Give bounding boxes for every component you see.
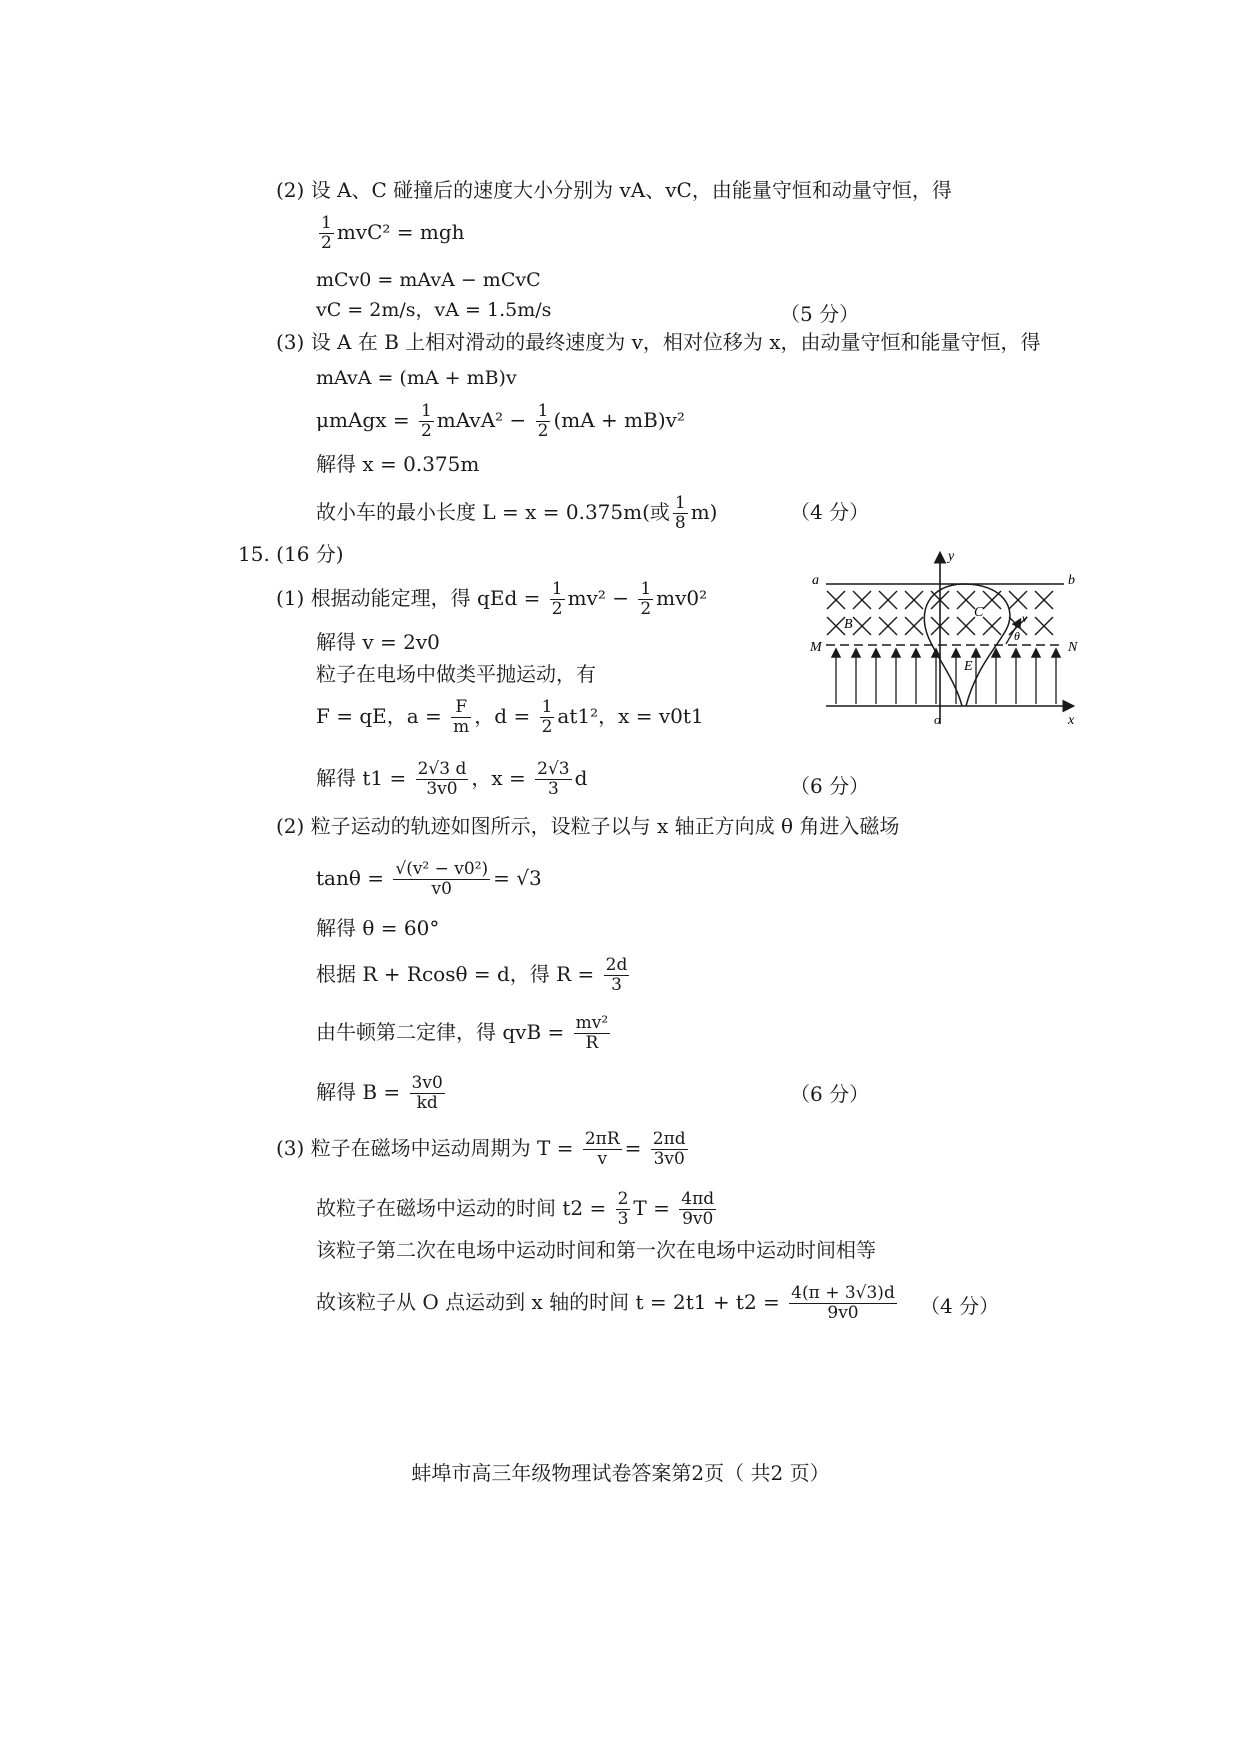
q14-3-intro: (3) 设 A 在 B 上相对滑动的最终速度为 v，相对位移为 x，由动量守恒和能量守恒，得: [276, 330, 1041, 354]
q15-1-intro: (1) 根据动能定理，得 qEd = $\frac{1}{2}$ mv² − $\frac{1}{2}$ mv0²: [276, 579, 708, 619]
fraction: $\frac{2}{3}$: [617, 1189, 629, 1229]
q15-1-motion: 粒子在电场中做类平抛运动，有: [316, 662, 596, 686]
fraction: $\frac{2√3}{3}$: [537, 759, 570, 799]
q14-2-intro: (2) 设 A、C 碰撞后的速度大小分别为 vA、vC，由能量守恒和动量守恒，得: [276, 178, 952, 202]
magnetic-field-diagram: [806, 548, 1086, 738]
q15-2-theta: 解得 θ = 60°: [316, 916, 440, 940]
q15-1-equations: F = qE，a = $\frac{F}{m}$ ，d = $\frac{1}{2}$ at1²，x = v0t1: [316, 697, 704, 737]
q15-1-solve-t: 解得 t1 = $\frac{2√3 d}{3v0}$ ，x = $\frac{2√3}{3}$ d: [316, 759, 588, 799]
fraction: $\frac{1}{8}$: [674, 493, 686, 533]
fraction: $\frac{1}{2}$: [537, 401, 549, 441]
fraction: $\frac{1}{2}$: [420, 401, 432, 441]
q14-2-eq1: $\frac{1}{2}$ mvC² = mgh: [321, 213, 465, 253]
label-C: C: [974, 605, 984, 620]
label-N: N: [1068, 640, 1078, 655]
q15-3-time: 故粒子在磁场中运动的时间 t2 = $\frac{2}{3}$ T = $\frac{4\pi d}{9v0}$: [316, 1189, 715, 1229]
page-footer: 蚌埠市高三年级物理试卷答案第2页（ 共2 页）: [411, 1461, 830, 1485]
fraction: $\frac{4(\pi + 3√3)d}{9v0}$: [791, 1283, 895, 1323]
fraction: $\frac{F}{m}$: [453, 697, 470, 737]
label-o: o: [934, 712, 941, 727]
fraction: $\frac{2√3 d}{3v0}$: [417, 759, 467, 799]
q15-1-solve-v: 解得 v = 2v0: [316, 630, 440, 654]
fraction: $\frac{1}{2}$: [551, 579, 563, 619]
label-b: b: [1068, 573, 1075, 588]
q15-2-newton: 由牛顿第二定律，得 qvB = $\frac{\text{mv²}}{R}$: [316, 1013, 609, 1053]
label-v: v: [1022, 611, 1028, 625]
q14-3-solve: 解得 x = 0.375m: [316, 452, 480, 476]
fraction: $\frac{1}{2}$: [321, 213, 332, 253]
fraction: $\frac{2d}{3}$: [605, 955, 628, 995]
q15-3-total: 故该粒子从 O 点运动到 x 轴的时间 t = 2t1 + t2 = $\frac{4(\pi + 3√3)d}{9v0}$: [316, 1283, 895, 1323]
q15-3-same: 该粒子第二次在电场中运动时间和第一次在电场中运动时间相等: [316, 1238, 876, 1262]
q14-2-eq3: vC = 2m/s，vA = 1.5m/s: [316, 299, 552, 321]
q15-1-score: （6 分）: [790, 774, 870, 798]
q15-2-tan: tanθ = $\frac{\text{√(v² − v0²)}}{v0}$ = √3: [316, 859, 542, 899]
q14-3-eq2: μmAgx = $\frac{1}{2}$ mAvA² − $\frac{1}{2}$ (mA + mB)v²: [316, 401, 685, 441]
q14-2-score: （5 分）: [780, 302, 860, 326]
q15-2-radius: 根据 R + Rcosθ = d，得 R = $\frac{2d}{3}$: [316, 955, 628, 995]
fraction: $\frac{\text{√(v² − v0²)}}{v0}$: [395, 859, 489, 899]
q15-2-intro: (2) 粒子运动的轨迹如图所示，设粒子以与 x 轴正方向成 θ 角进入磁场: [276, 814, 900, 838]
label-x: x: [1068, 713, 1075, 728]
label-y: y: [948, 549, 955, 564]
q14-2-eq2: mCv0 = mAvA − mCvC: [316, 269, 541, 291]
q15-header: 15. (16 分): [238, 542, 344, 566]
fraction: $\frac{2\pi R}{v}$: [584, 1129, 620, 1169]
q15-2-score: （6 分）: [790, 1082, 870, 1106]
fraction: $\frac{4\pi d}{9v0}$: [681, 1189, 715, 1229]
label-M: M: [810, 640, 822, 655]
q15-2-b: 解得 B = $\frac{3v0}{kd}$: [316, 1073, 443, 1113]
fraction: $\frac{1}{2}$: [640, 579, 652, 619]
fraction: $\frac{1}{2}$: [541, 697, 553, 737]
label-theta: θ: [1014, 629, 1020, 643]
fraction: $\frac{2\pi d}{3v0}$: [652, 1129, 686, 1169]
q14-3-conclusion: 故小车的最小长度 L = x = 0.375m(或 $\frac{1}{8}$ m): [316, 493, 718, 533]
q15-3-period: (3) 粒子在磁场中运动周期为 T = $\frac{2\pi R}{v}$ = $\frac{2\pi d}{3v0}$: [276, 1129, 686, 1169]
fraction: $\frac{\text{mv²}}{R}$: [575, 1013, 609, 1053]
fraction: $\frac{3v0}{kd}$: [411, 1073, 443, 1113]
label-a: a: [812, 573, 819, 588]
q15-3-score: （4 分）: [920, 1294, 1000, 1318]
electric-field-arrows: [836, 650, 1056, 704]
q14-3-score: （4 分）: [790, 500, 870, 524]
q14-3-eq1: mAvA = (mA + mB)v: [316, 367, 517, 389]
label-B: B: [844, 617, 853, 632]
label-E: E: [964, 659, 973, 674]
